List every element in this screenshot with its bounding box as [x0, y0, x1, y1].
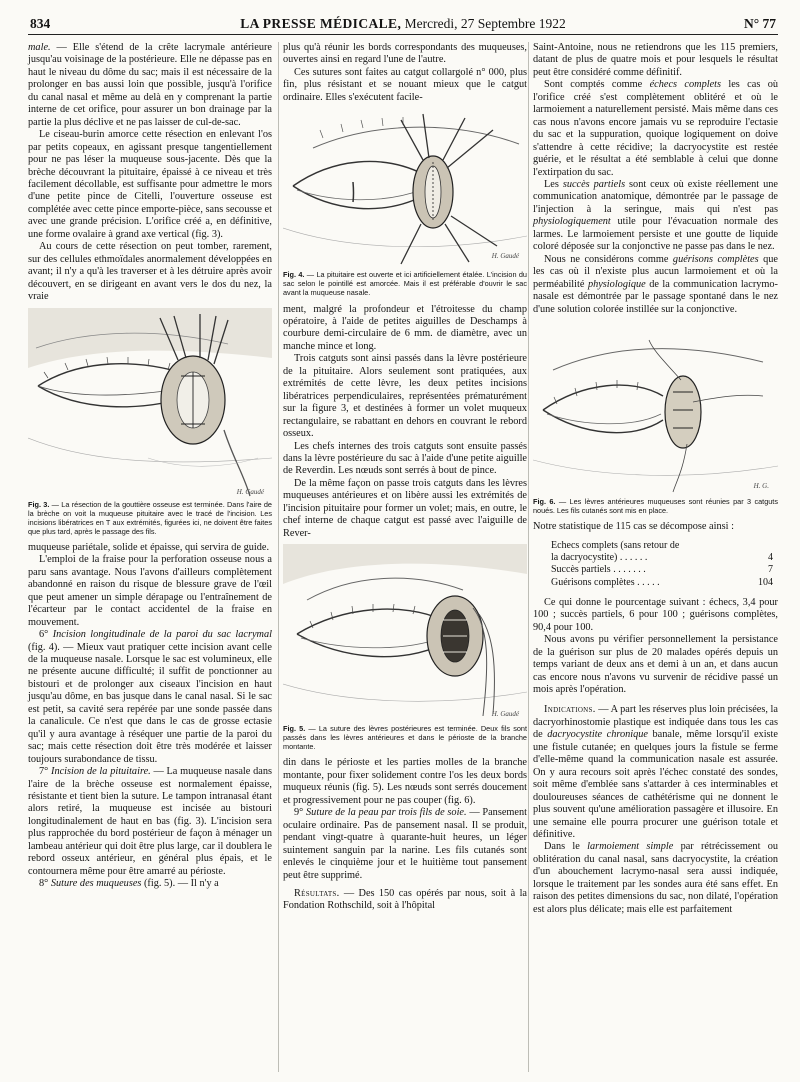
- paragraph: [28, 42, 272, 129]
- text: — Des 150 cas opérés par nous, soit à la Fondation Rothschild, soit à l'hôpital: [283, 887, 527, 912]
- text: — A part les réserves plus loin précisées, la dacryorhinostomie plastique est indiquée dans tous les cas de: [533, 704, 778, 741]
- figure-signature: H. G.: [753, 481, 769, 490]
- issue-number: N° 77: [743, 16, 776, 31]
- issue-date: Mercredi, 27 Septembre 1922: [404, 16, 566, 31]
- paragraph: Le ciseau-burin amorce cette résection en enlevant l'os par petits copeaux, en agissant presque tangentiellement pour ne pas léser la muqueuse sous-jacente. Dès que la brèche découvrant la pituitaire, épaissé à ce niveau et très facilement décollable, est suffisante pour admettre le mors d'une petite pince de Citelli, l'ouverture osseuse est complétée avec cette pince emporte-pièce, sans secousse et avec une grande précision. L'orifice créé a, en définitive, une forme ovalaire à grand axe vertical (fig. 3).: [28, 129, 272, 240]
- text: par rétrécissement ou oblitération du canal nasal, sans dacryocystite, la création d'un abouchement lacrymo-nasal sera aussi indiquée, lorsque le traitement par les sondes aura été sans effet. En raison des petites dimensions du sac, non dilaté, l'opération est alors plus délicate; mais elle est parfaitement: [533, 841, 778, 915]
- text: — La muqueuse nasale dans l'aire de la brèche osseuse est normalement épaisse, résistante et tient bien la suture. Le tampon intranasal étant alors retiré, la muqueuse est incisée au bistouri longitudinalement de haut en bas (fig. 3). L'incision sera plus rapprochée du bord postérieur de façon à ménager un lambeau antérieur qui doit être plus large, car il doublera le rebord osseux antérieur, en général plus épais, et le contournera même pour être amarré au périoste.: [28, 766, 272, 877]
- stats-row: [551, 552, 773, 564]
- emphasis: échecs complets: [649, 79, 722, 91]
- paragraph: Ces sutures sont faites au catgut collargolé n° 000, plus fin, plus résistant et se nouant mieux que le catgut ordinaire. Elles s'exécutent facile-: [283, 66, 527, 103]
- paragraph: ment, malgré la profondeur et l'étroitesse du champ opératoire, à l'aide de petites aiguilles de Deschamps à courbure demi-circulaire de 6 mm. de diamètre, avec un manche mince et long.: [283, 303, 527, 352]
- figure-label: Fig. 4.: [283, 270, 305, 280]
- emphasis: Incision de la pituitaire.: [51, 766, 151, 778]
- stats-label: la dacryocystite) . . . . . .: [551, 551, 648, 563]
- emphasis: male.: [28, 42, 51, 53]
- item-number: 9°: [294, 807, 307, 819]
- paragraph: [533, 79, 778, 179]
- text: les cas où l'orifice créé s'est complètement oblitéré et où le larmoiement a naturellement persisté. Mais même dans ces cas nous n'avons encore jamais vu se reproduire l'ectasie du sac et la suppuration, quoique logiquement on doive s'attendre à cette récidive; la dacryocystite est restée guérie, et le résultat a été semblable à celui que donne l'extirpation du sac.: [533, 79, 778, 178]
- figure-label: Fig. 6.: [533, 496, 556, 506]
- figure-6: [533, 320, 778, 515]
- column-2: [283, 42, 527, 913]
- paragraph: De la même façon on passe trois catguts dans les lèvres muqueuses antérieures et on libère aussi les extrémités de l'incision pituitaire pour former un volet; mais, en outre, le chef interne de chaque catgut est passé avec l'aiguille de Rever-: [283, 477, 527, 539]
- column-rule-2: [528, 42, 529, 1072]
- column-3: [533, 42, 778, 916]
- stats-row: [551, 564, 773, 576]
- paragraph: L'emploi de la fraise pour la perforation osseuse nous a paru sans avantage. Nous l'avons d'ailleurs complètement abandonné en raison du risque de blessure grave de l'œil que peut amener un simple dérapage ou l'entraînement de l'écarteur par le contact accidentel de la fraise en mouvement.: [28, 554, 272, 628]
- text: Dans le: [544, 841, 588, 853]
- paragraph: [533, 841, 778, 916]
- paragraph: [283, 807, 527, 882]
- emphasis: guérisons complètes: [672, 253, 759, 265]
- column-rule-1: [278, 42, 279, 1072]
- paragraph: [28, 766, 272, 878]
- text: (fig. 5). — Il n'y a: [141, 878, 219, 890]
- paragraph: [28, 878, 272, 890]
- paragraph: Saint-Antoine, nous ne retiendrons que les 115 premiers, datant de plus de quatre mois et pour lesquels le résultat peut être considéré comme définitif.: [533, 42, 778, 78]
- figure-4-illustration: [283, 108, 527, 268]
- figure-3: [28, 308, 272, 536]
- stats-value: 104: [758, 576, 773, 588]
- paragraph: Les chefs internes des trois catguts sont ensuite passés dans la lèvre postérieure du sac à l'aide d'une petite aiguille de Reverdin. Les nœuds sont serrés à bout de pince.: [283, 440, 527, 477]
- figure-6-illustration: [533, 320, 778, 495]
- journal-name: LA PRESSE MÉDICALE,: [240, 16, 402, 31]
- figure-label: Fig. 5.: [283, 724, 306, 734]
- paragraph: [533, 254, 778, 316]
- emphasis: physiologique: [587, 278, 646, 290]
- stats-label: Succès partiels . . . . . . .: [551, 564, 646, 576]
- emphasis: dacryocystite chronique: [547, 729, 649, 741]
- caption-text: — Les lèvres antérieures muqueuses sont réunies par 3 catguts noués. Les fils cutanés sont mis en place.: [533, 496, 778, 516]
- text: sont ceux où existe réellement une communication anatomique, démontrée par le passage de l'injection à la seringue, mais qui n'est pas: [533, 178, 778, 215]
- figure-3-illustration: [28, 308, 272, 498]
- item-number: 6°: [39, 629, 53, 641]
- section-heading: Résultats.: [294, 887, 340, 899]
- item-number: 8°: [39, 878, 51, 890]
- figure-4: [283, 108, 527, 297]
- paragraph: Au cours de cette résection on peut tomber, rarement, sur des cellules ethmoïdales anormalement développées en avant; il n'y a qu'à les traverser et à les détruire après avoir découvert, en se dirigeant en avant vers le dos du nez, la vraie: [28, 241, 272, 303]
- figure-caption: [533, 497, 778, 515]
- text: — Elle s'étend de la crête lacrymale antérieure jusqu'au voisinage de la postérieure. Elle ne dépasse pas en haut le niveau du dôme du sac; mais il est nécessaire de la prolonger en bas aussi loin que possible, jusqu'à l'orifice du canal nasal et même au delà en y comprenant la partie interne de cet orifice, pour assurer un bon drainage par la partie la plus déclive et ne pas laisser de cul-de-sac.: [28, 42, 272, 128]
- emphasis: physiologiquement: [533, 216, 611, 228]
- emphasis: succès partiels: [562, 178, 626, 190]
- figure-label: Fig. 3.: [28, 499, 50, 509]
- stats-label: Guérisons complètes . . . . .: [551, 576, 660, 588]
- item-number: 7°: [39, 766, 52, 778]
- statistics-table: [551, 540, 773, 589]
- text: que les cas où il n'existe plus aucun larmoiement et où la perméabilité: [533, 253, 778, 290]
- text: Les: [544, 178, 563, 190]
- text: Nous ne considérons comme: [544, 253, 673, 265]
- figure-caption: [283, 724, 527, 751]
- section-heading: Indications.: [544, 704, 596, 716]
- text: banale, même lorsqu'il existe une fistule cutanée; en quelques jours la fistule se ferme d'elle-même quand la communication nasale est assurée. On y aura recours soit après l'échec constaté des sondes, soit même d'emblée sans s'attarder à ces interminables et douloureuses séances de cathétérisme qui ne donnent le plus souvent qu'une amélioration passagère et illusoire. En une semaine elle pourra procurer une guérison totale et définitive.: [533, 729, 778, 840]
- stats-row: [551, 540, 773, 552]
- emphasis: larmoiement simple: [587, 841, 674, 853]
- paragraph: Trois catguts sont ainsi passés dans la lèvre postérieure de la pituitaire. Alors seulement sont pratiquées, aux extrémités de cette lèvre, les deux petites incisions libératrices perpendiculaires, représentées prématurément sur la figure 3, et destinées à former un volet muqueux rectangulaire, se rabattant en dehors en couvrant le rebord osseux.: [283, 353, 527, 440]
- text: Sont comptés comme: [544, 79, 650, 91]
- emphasis: Incision longitudinale de la paroi du sac lacrymal: [52, 629, 272, 641]
- paragraph: muqueuse pariétale, solide et épaisse, qui servira de guide.: [28, 541, 270, 553]
- figure-caption: [283, 270, 527, 297]
- caption-text: — La pituitaire est ouverte et ici artificiellement étalée. L'incision du sac selon le pointillé est amorcée. Mais il est préférable d'ouvrir le sac avant la muqueuse nasale.: [283, 270, 527, 298]
- stats-label: Echecs complets (sans retour de: [551, 539, 680, 551]
- caption-text: — La résection de la gouttière osseuse est terminée. Dans l'aire de la brèche on voit la muqueuse pituitaire avec le tracé de l'incision. Les incisions libératrices en T aux extrémités, figurées ici, ne doivent être faites que plus tard, après le passage des fils.: [28, 499, 272, 536]
- paragraph: din dans le périoste et les parties molles de la branche montante, pour fixer solidement contre l'os les deux bords muqueux réunis (fig. 5). Les nœuds sont serrés doucement et progressivement pour ne pas couper (fig. 6).: [283, 757, 527, 806]
- paragraph: Notre statistique de 115 cas se décompose ainsi :: [533, 521, 734, 533]
- figure-caption: [28, 500, 272, 536]
- figure-signature: H. Gaudé: [491, 710, 519, 719]
- text: utile pour l'évacuation normale des larmes. Le larmoiement persiste et une goutte de liquide coloré déposée sur la conjonctive ne passe pas dans le nez.: [533, 216, 778, 253]
- page-header: [28, 14, 778, 35]
- page-number: 834: [30, 16, 51, 31]
- paragraph: [533, 179, 778, 254]
- stats-row: [551, 577, 773, 589]
- column-1: [28, 42, 272, 891]
- figure-signature: H. Gaudé: [236, 487, 264, 496]
- text: de la communication lacrymo-nasale est démontrée par le passage spontané dans le nez d'une solution colorée instillée sur la conjonctive.: [533, 278, 778, 315]
- stats-value: 4: [768, 551, 773, 563]
- paragraph: plus qu'à réunir les bords correspondants des muqueuses, ouvertes ainsi en regard l'une de l'autre.: [283, 42, 527, 66]
- paragraph: [283, 888, 527, 913]
- paragraph: Ce qui donne le pourcentage suivant : échecs, 3,4 pour 100 ; succès partiels, 6 pour 100 ; guérisons complètes, 90,4 pour 100.: [533, 596, 778, 633]
- paragraph: [28, 629, 272, 766]
- figure-5-illustration: [283, 544, 527, 722]
- figure-5: [283, 544, 527, 751]
- emphasis: Suture des muqueuses: [50, 878, 142, 890]
- paragraph: Nous avons pu vérifier personnellement la persistance de la guérison sur plus de 20 malades opérés depuis un temps variant de deux ans et demi à un an, et dans aucun cas encore nous n'avons vu survenir de récidive passé un mois après l'opération.: [533, 634, 778, 695]
- journal-title: [28, 16, 778, 32]
- figure-signature: H. Gaudé: [491, 252, 519, 261]
- stats-value: 7: [768, 564, 773, 576]
- emphasis: Suture de la peau par trois fils de soie.: [306, 807, 467, 819]
- caption-text: — La suture des lèvres postérieures est terminée. Deux fils sont passés dans les lèvres antérieures et dans le périoste de la branche montante.: [283, 724, 527, 752]
- paragraph: [533, 704, 778, 841]
- text: (fig. 4). — Mieux vaut pratiquer cette incision avant celle de la muqueuse nasale. Lorsque le sac est volumineux, elle ne présente aucune difficulté; il suffit de ponctionner au bistouri et de prolonger aux ciseaux l'incision en haut jusqu'au dôme, en bas jusque dans le canal nasal. Si le sac est petit, sa cavité sera repérée par une sonde passée dans la canalicule. Ce n'est que dans le cas de grosse ectasie qu'il y aura avantage à réséquer une partie de la paroi du sac; mais cette résection doit être très modérée et laisser toujours surabondance de tissu.: [28, 641, 272, 765]
- text: — Pansement oculaire ordinaire. Pas de pansement nasal. Il se produit, pendant vingt-quatre à quarante-huit heures, un léger suintement sanguin par la narine. Les fils cutanés sont enlevés le cinquième jour et le huitième tout pansement peut être supprimé.: [283, 807, 527, 881]
